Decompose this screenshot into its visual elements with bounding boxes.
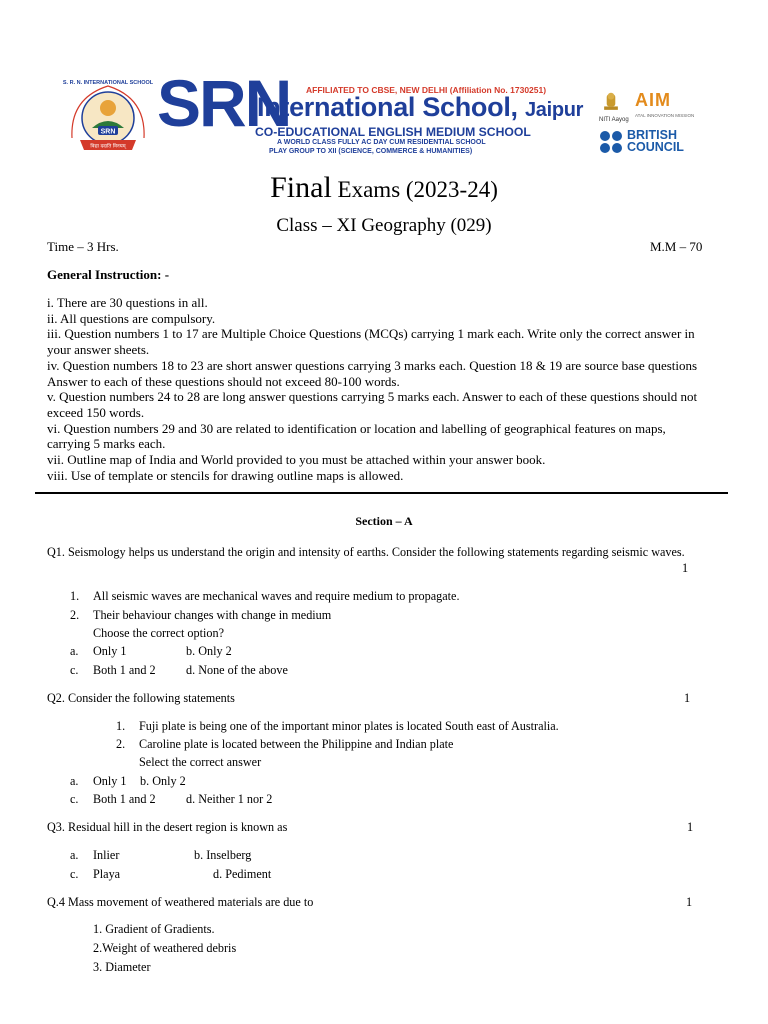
q2-option-d: d. Neither 1 nor 2	[186, 792, 273, 806]
q2-statement-number: 2.	[116, 737, 126, 751]
school-letterhead	[62, 66, 702, 162]
question-1-marks: 1	[682, 561, 689, 575]
q3-option-d: d. Pediment	[213, 867, 272, 881]
instruction-item: vi. Question numbers 29 and 30 are related to identification or location and labelling of geographical features on maps, carrying 5 marks each.	[47, 420, 666, 452]
exam-title-rest: Exams (2023-24)	[331, 177, 498, 202]
q4-item-1: 1. Gradient of Gradients.	[93, 922, 215, 936]
q4-item-2: 2.Weight of weathered debris	[93, 941, 237, 955]
q1-statement-number: 2.	[70, 608, 80, 622]
q1-prompt: Choose the correct option?	[93, 626, 224, 640]
british-council-line2: COUNCIL	[627, 140, 684, 154]
q1-option-d: d. None of the above	[186, 663, 288, 677]
instruction-item: viii. Use of template or stencils for drawing outline maps is allowed.	[47, 467, 404, 483]
section-heading: Section – A	[355, 514, 413, 528]
q2-statement-number: 1.	[116, 719, 126, 733]
school-name	[257, 92, 583, 123]
max-marks: M.M – 70	[650, 239, 703, 254]
option-letter: a.	[70, 644, 79, 658]
q3-option-a: Inlier	[93, 848, 120, 862]
q1-statement-number: 1.	[70, 589, 80, 603]
exam-title-final: Final	[270, 171, 332, 204]
instruction-item: vii. Outline map of India and World provided to you must be attached within your answer book.	[47, 452, 546, 468]
question-3-text: Q3. Residual hill in the desert region is known as	[47, 820, 288, 834]
q4-item-3: 3. Diameter	[93, 960, 151, 974]
q2-statement-2: Caroline plate is located between the Philippine and Indian plate	[139, 737, 454, 751]
q2-option-b: b. Only 2	[140, 774, 186, 788]
school-classes-line: PLAY GROUP TO XII (SCIENCE, COMMERCE & HUMANITIES)	[269, 148, 473, 155]
question-4-marks: 1	[686, 895, 693, 909]
svg-text:SRN: SRN	[100, 128, 116, 136]
general-instruction-heading: General Instruction: -	[47, 267, 170, 282]
q2-option-c: Both 1 and 2	[93, 792, 156, 806]
question-3-marks: 1	[687, 820, 694, 834]
divider-line	[35, 492, 728, 494]
instruction-item: iii. Question numbers 1 to 17 are Multiple Choice Questions (MCQs) carrying 1 mark each. Write only the correct answer in your answer sheets.	[47, 326, 695, 358]
school-seal-logo	[62, 78, 154, 156]
school-name-text: International School,	[257, 92, 518, 122]
q1-statement-2: Their behaviour changes with change in medium	[93, 608, 332, 622]
option-letter: c.	[70, 867, 79, 881]
q1-option-a: Only 1	[93, 644, 127, 658]
q3-option-c: Playa	[93, 867, 121, 881]
british-council-logo-icon	[599, 130, 623, 154]
aim-logo: AIM	[635, 90, 671, 110]
school-type-line: CO-EDUCATIONAL ENGLISH MEDIUM SCHOOL	[255, 125, 531, 139]
exam-subtitle: Class – XI Geography (029)	[276, 215, 492, 236]
q1-statement-1: All seismic waves are mechanical waves and require medium to propagate.	[93, 589, 460, 603]
svg-text:S. R. N. INTERNATIONAL SCHOOL: S. R. N. INTERNATIONAL SCHOOL	[62, 80, 154, 86]
british-council-line1: BRITISH	[627, 128, 677, 142]
aim-subtitle: ATAL INNOVATION MISSION	[635, 113, 695, 118]
question-4-text: Q.4 Mass movement of weathered materials are due to	[47, 895, 314, 909]
q1-option-b: b. Only 2	[186, 644, 232, 658]
exam-title	[0, 171, 768, 205]
instruction-item: v. Question numbers 24 to 28 are long answer questions carrying 5 marks each. Answer to each of these questions should not exceed 150 words.	[47, 389, 698, 420]
q2-statement-1: Fuji plate is being one of the important minor plates is located South east of Australia.	[139, 719, 559, 733]
option-letter: c.	[70, 792, 79, 806]
q3-option-b: b. Inselberg	[194, 848, 252, 862]
option-letter: a.	[70, 848, 79, 862]
q2-option-a: Only 1	[93, 774, 127, 788]
option-letter: c.	[70, 663, 79, 677]
instruction-item: iv. Question numbers 18 to 23 are short answer questions carrying 3 marks each. Question 18 & 19 are source base questions Answer to each of these questions should not exceed 80-100 words.	[47, 357, 698, 389]
exam-time: Time – 3 Hrs.	[47, 239, 119, 254]
question-2-marks: 1	[684, 691, 691, 705]
school-brand-logo: SRN	[157, 66, 291, 140]
question-1-text: Q1. Seismology helps us understand the origin and intensity of earths. Consider the following statements regarding seismic waves.	[47, 545, 685, 559]
affiliation-text: AFFILIATED TO CBSE, NEW DELHI (Affiliation No. 1730251)	[306, 85, 547, 95]
instruction-item: i. There are 30 questions in all.	[47, 295, 208, 310]
school-tagline: A WORLD CLASS FULLY AC DAY CUM RESIDENTIAL SCHOOL	[277, 139, 486, 146]
niti-aayog-label: NITI Aayog	[599, 117, 629, 123]
instruction-item: ii. All questions are compulsory.	[47, 310, 216, 326]
question-2-text: Q2. Consider the following statements	[47, 691, 235, 705]
option-letter: a.	[70, 774, 79, 788]
british-council-text	[627, 129, 684, 153]
q2-prompt: Select the correct answer	[139, 755, 262, 769]
school-city: Jaipur	[524, 99, 584, 121]
svg-text:विद्या ददाति विनयम्: विद्या ददाति विनयम्	[90, 143, 126, 150]
q1-option-c: Both 1 and 2	[93, 663, 156, 677]
instruction-list	[47, 295, 707, 483]
